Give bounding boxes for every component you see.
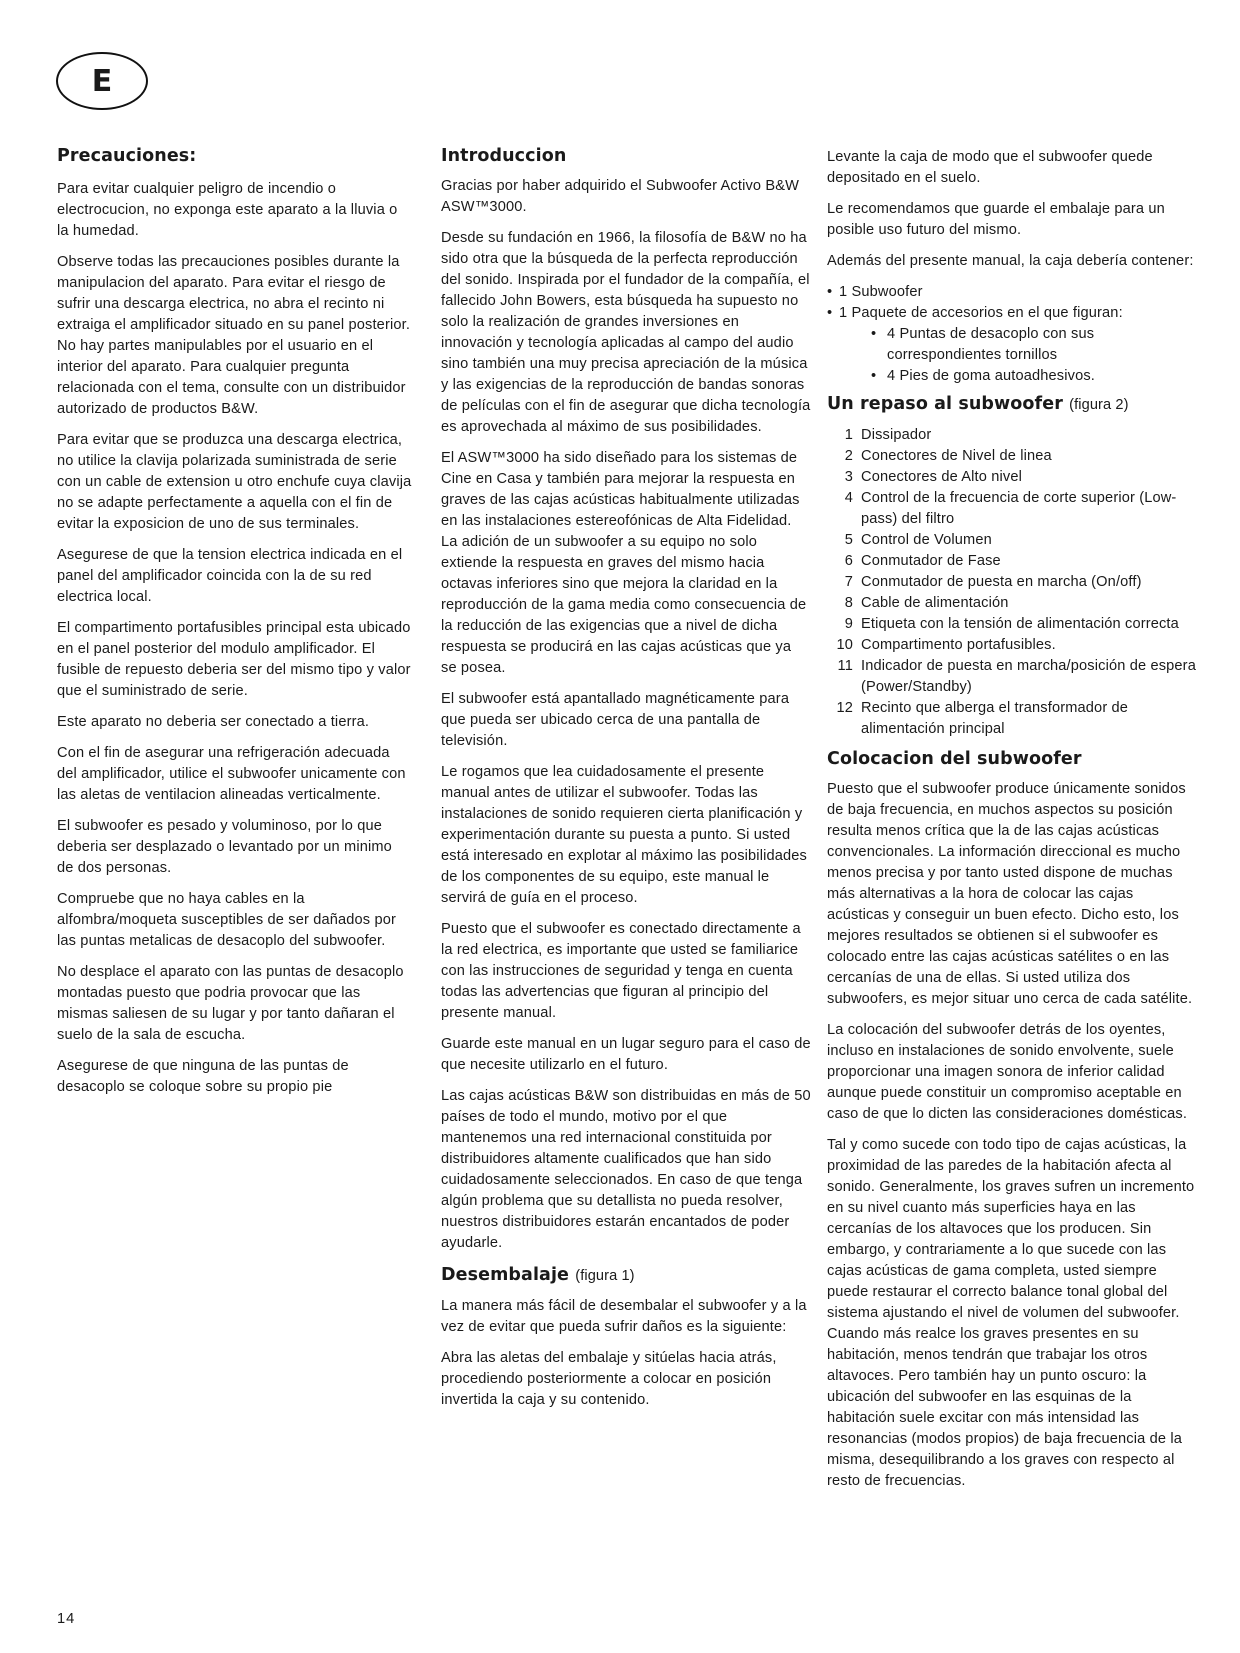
item-text: Conmutador de puesta en marcha (On/off) xyxy=(861,574,1142,590)
item-text: Conmutador de Fase xyxy=(861,553,1001,569)
paragraph: Las cajas acústicas B&W son distribuidas en más de 50 países de todo el mundo, motivo por el que mantenemos una red internacional constituida por distribuidores altamente cualificados que han sido cuidadosamente seleccionados. En caso de que tenga algún problema que su detallista no pueda resolver, nuestros distribuidores estarán encantados de poder ayudarle. xyxy=(441,1088,811,1251)
paragraph: Con el fin de asegurar una refrigeración adecuada del amplificador, utilice el subwoofer unicamente con las aletas de ventilacion alineadas verticalmente. xyxy=(57,745,406,803)
item-text: Conectores de Nivel de linea xyxy=(861,448,1052,464)
list-item xyxy=(827,425,1197,446)
paragraph: Compruebe que no haya cables en la alfombra/moqueta susceptibles de ser dañados por las puntas metalicas de desacoplo del subwoofer. xyxy=(57,891,397,949)
list-item xyxy=(827,614,1197,635)
list-item-text: 1 Paquete de accesorios en el que figuran: xyxy=(839,305,1123,321)
item-number: 12 xyxy=(836,700,853,716)
list-item xyxy=(827,635,1197,656)
item-number: 4 xyxy=(844,490,853,506)
paragraph: Le recomendamos que guarde el embalaje para un posible uso futuro del mismo. xyxy=(827,201,1165,238)
item-number: 7 xyxy=(844,574,853,590)
paragraph: Asegurese de que ninguna de las puntas de desacoplo se coloque sobre su propio pie xyxy=(57,1058,349,1095)
paragraph: La colocación del subwoofer detrás de los oyentes, incluso en instalaciones de sonido envolvente, suele proporcionar una imagen sonora de inferior calidad aunque puede constituir un compromiso aceptable en caso de que lo dicten las consideraciones domésticas. xyxy=(827,1022,1188,1122)
language-badge: E xyxy=(56,52,148,110)
column-precautions xyxy=(57,145,412,1108)
paragraph: Levante la caja de modo que el subwoofer quede depositado en el suelo. xyxy=(827,149,1153,186)
paragraph: Le rogamos que lea cuidadosamente el presente manual antes de utilizar el subwoofer. Todas las instalaciones de sonido requieren cierta planificación y experimentación durante su puesta a punto. Si usted está interesado en explotar al máximo las posibilidades de los componentes de su equipo, este manual le servirá de guía en el proceso. xyxy=(441,764,807,906)
list-item xyxy=(827,467,1197,488)
list-item: • 4 Puntas de desacoplo con sus correspondientes tornillos xyxy=(871,324,1197,366)
paragraph: Observe todas las precauciones posibles durante la manipulacion del aparato. Para evitar el riesgo de sufrir una descarga electrica, no abra el recinto ni extraiga el amplificador situado en su panel posterior. No hay partes manipulables por el usuario en el interior del aparato. Para cualquier pregunta relacionada con el tema, consulte con un distribuidor autorizado de productos B&W. xyxy=(57,254,411,417)
item-number: 5 xyxy=(844,532,853,548)
paragraph: Desde su fundación en 1966, la filosofía de B&W no ha sido otra que la búsqueda de la perfecta reproducción del sonido. Inspirada por el fundador de la compañía, el fallecido John Bowers, esta búsqueda ha supuesto no solo la realización de grandes inversiones en innovación y tecnología aplicadas al campo del audio sino también una muy precisa apreciación de la música y las exigencias de la reproducción de bandas sonoras de películas con el fin de asegurar que dicha tecnología es aprovechada al máximo de sus posibilidades. xyxy=(441,230,811,435)
heading-introduccion: Introduccion xyxy=(441,146,567,166)
item-number: 9 xyxy=(844,616,853,632)
paragraph: Tal y como sucede con todo tipo de cajas acústicas, la proximidad de las paredes de la habitación afecta al sonido. Generalmente, los graves sufren un incremento en su nivel cuanto más superficies haya en las cercanías de los altavoces que los producen. Sin embargo, y contrariamente a lo que sucede con las cajas acústicas de gama completa, usted siempre puede restaurar el correcto balance tonal global del sistema ajustando el nivel de volumen del subwoofer. Cuando más realce los graves presentes en su habitación, menos tendrán que trabajar los otros altavoces. Pero también hay un punto oscuro: la ubicación del subwoofer en las esquinas de la habitación suele excitar con más intensidad las resonancias (modos propios) de baja frecuencia de la misma, desequilibrando a los graves con respecto al resto de frecuencias. xyxy=(827,1137,1195,1489)
item-text: Recinto que alberga el transformador de alimentación principal xyxy=(861,700,1129,737)
heading-text: Un repaso al subwoofer xyxy=(827,394,1063,414)
page-number: 14 xyxy=(57,1611,76,1627)
item-text: Etiqueta con la tensión de alimentación correcta xyxy=(861,616,1179,632)
list-item xyxy=(827,446,1197,467)
accessories-list xyxy=(839,324,1197,387)
item-number: 6 xyxy=(844,553,853,569)
list-item: • 1 Subwoofer xyxy=(827,282,1197,303)
paragraph: Guarde este manual en un lugar seguro para el caso de que necesite utilizarlo en el futuro. xyxy=(441,1036,811,1073)
paragraph: Puesto que el subwoofer produce únicamente sonidos de baja frecuencia, en muchos aspectos su posición resulta menos crítica que la de las cajas acústicas convencionales. La información direccional es mucho menos precisa y por tanto usted dispone de muchas más alternativas a la hora de colocar las cajas acústicas y conseguir un buen efecto. Dicho esto, los mejores resultados se obtienen si el subwoofer es colocado entre las cajas acústicas satélites o en las cercanías de una de ellas. Si usted utiliza dos subwoofers, es mejor situar uno cerca de cada satélite. xyxy=(827,781,1193,1007)
paragraph: Para evitar cualquier peligro de incendio o electrocucion, no exponga este aparato a la lluvia o la humedad. xyxy=(57,181,398,239)
paragraph: La manera más fácil de desembalar el subwoofer y a la vez de evitar que pueda sufrir daños es la siguiente: xyxy=(441,1298,807,1335)
item-text: Dissipador xyxy=(861,427,932,443)
item-number: 1 xyxy=(844,427,853,443)
paragraph: Puesto que el subwoofer es conectado directamente a la red electrica, es importante que usted se familiarice con las instrucciones de seguridad y tenga en cuenta todas las advertencias que figuran al principio del presente manual. xyxy=(441,921,801,1021)
paragraph: Gracias por haber adquirido el Subwoofer Activo B&W ASW™3000. xyxy=(441,178,800,215)
figure-reference: (figura 2) xyxy=(1069,397,1129,413)
item-text: Compartimento portafusibles. xyxy=(861,637,1056,653)
paragraph: No desplace el aparato con las puntas de desacoplo montadas puesto que podria provocar que las mismas saliesen de su lugar y por tanto dañaran el suelo de la sala de escucha. xyxy=(57,964,404,1043)
paragraph: Para evitar que se produzca una descarga electrica, no utilice la clavija polarizada suministrada de serie con un cable de extension u otro enchufe cuya clavija no se adapte perfectamente a aquella con el fin de evitar la exposicion de uno de sus terminales. xyxy=(57,432,412,532)
list-item xyxy=(827,530,1197,551)
column-introduction xyxy=(441,145,811,1421)
item-number: 2 xyxy=(844,448,853,464)
paragraph: Este aparato no deberia ser conectado a tierra. xyxy=(57,714,370,730)
heading-desembalaje xyxy=(441,1264,811,1287)
box-contents-list xyxy=(827,282,1197,387)
heading-colocacion: Colocacion del subwoofer xyxy=(827,749,1082,769)
heading-repaso xyxy=(827,393,1197,416)
item-text: Conectores de Alto nivel xyxy=(861,469,1022,485)
list-item: • 4 Pies de goma autoadhesivos. xyxy=(871,366,1197,387)
item-number: 11 xyxy=(837,658,853,674)
list-item xyxy=(827,656,1197,698)
column-overview xyxy=(827,147,1197,1502)
paragraph: Además del presente manual, la caja debería contener: xyxy=(827,253,1194,269)
item-text: Control de la frecuencia de corte superior (Low-pass) del filtro xyxy=(861,490,1177,527)
heading-precauciones: Precauciones: xyxy=(57,146,197,166)
figure-reference: (figura 1) xyxy=(575,1268,635,1284)
paragraph: El subwoofer está apantallado magnéticamente para que pueda ser ubicado cerca de una pantalla de televisión. xyxy=(441,691,790,749)
list-item xyxy=(827,698,1197,740)
item-text: Cable de alimentación xyxy=(861,595,1009,611)
item-number: 3 xyxy=(844,469,853,485)
parts-list xyxy=(827,425,1197,740)
list-item xyxy=(827,551,1197,572)
list-item xyxy=(827,488,1197,530)
list-item xyxy=(827,303,1197,387)
paragraph: Abra las aletas del embalaje y sitúelas hacia atrás, procediendo posteriormente a colocar en posición invertida la caja y su contenido. xyxy=(441,1350,777,1408)
item-number: 10 xyxy=(836,637,853,653)
paragraph: El compartimento portafusibles principal esta ubicado en el panel posterior del modulo amplificador. El fusible de repuesto deberia ser del mismo tipo y valor que el suministrado de serie. xyxy=(57,620,411,699)
item-number: 8 xyxy=(844,595,853,611)
list-item xyxy=(827,593,1197,614)
paragraph: El subwoofer es pesado y voluminoso, por lo que deberia ser desplazado o levantado por un minimo de dos personas. xyxy=(57,818,392,876)
item-text: Control de Volumen xyxy=(861,532,992,548)
heading-text: Desembalaje xyxy=(441,1265,570,1285)
item-text: Indicador de puesta en marcha/posición de espera (Power/Standby) xyxy=(861,658,1196,695)
paragraph: El ASW™3000 ha sido diseñado para los sistemas de Cine en Casa y también para mejorar la respuesta en graves de las cajas acústicas habitualmente utilizadas en las instalaciones estereofónicas de Alta Fidelidad. La adición de un subwoofer a su equipo no solo extiende la respuesta en graves del mismo hacia octavas inferiores sino que mejora la claridad en la reproducción de la gama media como consecuencia de la reducción de las exigencias que a nivel de dicha respuesta se producirá en las cajas acústicas que ya se posea. xyxy=(441,450,807,676)
list-item xyxy=(827,572,1197,593)
paragraph: Asegurese de que la tension electrica indicada en el panel del amplificador coincida con la de su red electrica local. xyxy=(57,547,403,605)
